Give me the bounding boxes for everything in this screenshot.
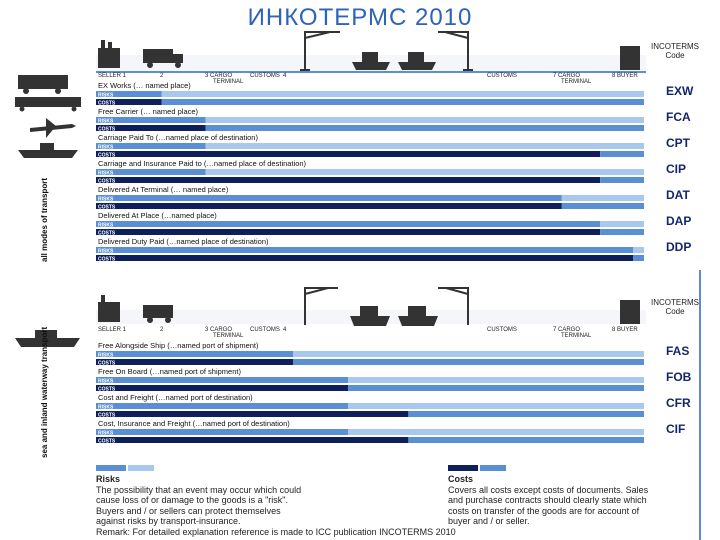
- risk-bar-buyer: [633, 247, 644, 253]
- cost-bar-seller: [96, 255, 633, 261]
- header-label: TERMINAL: [561, 333, 592, 339]
- header-label: 8 BUYER: [612, 73, 638, 79]
- header-label: 8 BUYER: [612, 327, 638, 333]
- incoterm-code-fob: FOB: [666, 370, 692, 384]
- header-label: 2: [160, 73, 164, 79]
- costs-label: COSTS: [98, 178, 116, 185]
- risks-label: RISKS: [98, 430, 114, 437]
- header-label: TERMINAL: [213, 79, 244, 85]
- risk-bar-buyer: [562, 195, 644, 201]
- costs-label: COSTS: [98, 412, 116, 419]
- bottom-term-bars: [96, 341, 644, 444]
- header-label: 3 CARGO: [205, 327, 233, 333]
- top-term-bars: [96, 81, 644, 262]
- risk-bar-seller: [96, 195, 562, 201]
- risks-label: RISKS: [98, 352, 114, 359]
- term-name: Delivered Duty Paid (…named place of destination): [98, 237, 269, 246]
- cost-bar-seller: [96, 151, 600, 157]
- incoterm-code-dat: DAT: [666, 188, 690, 202]
- incoterm-code-cip: CIP: [666, 162, 687, 176]
- risks-label: RISKS: [98, 144, 114, 151]
- transport-icons-top: [15, 75, 81, 158]
- incoterm-code-dap: DAP: [666, 214, 692, 228]
- cost-bar-buyer: [408, 437, 644, 443]
- risks-label: RISKS: [98, 248, 114, 255]
- header-label: 4: [283, 73, 287, 79]
- risk-bar-seller: [96, 351, 293, 357]
- cost-bar-buyer: [348, 385, 644, 391]
- top-header-illustration: [96, 32, 646, 73]
- cost-bar-buyer: [206, 125, 644, 131]
- header-label: CUSTOMS: [487, 73, 517, 79]
- cost-bar-buyer: [600, 229, 644, 235]
- risks-label: RISKS: [98, 378, 114, 385]
- risk-bar-buyer: [206, 143, 644, 149]
- risks-label: RISKS: [98, 196, 114, 203]
- legend-risks-text: The possibility that an event may occur which could cause loss of or damage to the goods is a "risk". Buyers and / or sellers can protect themselves against risks by transport-insurance.: [96, 484, 302, 526]
- risks-label: RISKS: [98, 404, 114, 411]
- cost-bar-buyer: [562, 203, 644, 209]
- risk-bar-seller: [96, 247, 633, 253]
- cost-bar-seller: [96, 385, 348, 391]
- header-label: CUSTOMS: [487, 327, 517, 333]
- header-label: TERMINAL: [213, 333, 244, 339]
- header-label: 4: [283, 327, 287, 333]
- costs-label: COSTS: [98, 230, 116, 237]
- cost-bar-buyer: [600, 177, 644, 183]
- legend-risks: [96, 474, 311, 527]
- term-name: EX Works (… named place): [98, 81, 191, 90]
- term-name: Carriage Paid To (…named place of destination): [98, 133, 258, 142]
- risk-bar-buyer: [206, 117, 644, 123]
- costs-label: COSTS: [98, 256, 116, 263]
- risk-bar-buyer: [293, 351, 644, 357]
- cost-bar-seller: [96, 411, 408, 417]
- airplane-icon: [30, 118, 76, 138]
- risks-label: RISKS: [98, 118, 114, 125]
- term-name: Cost and Freight (…named port of destination): [98, 393, 253, 402]
- legend-risk-swatch: [96, 465, 154, 471]
- incoterm-code-cfr: CFR: [666, 396, 691, 410]
- term-name: Delivered At Place (…named place): [98, 211, 217, 220]
- term-name: Cost, Insurance and Freight (…named port of destination): [98, 419, 290, 428]
- costs-label: COSTS: [98, 100, 116, 107]
- risk-bar-buyer: [162, 91, 644, 97]
- incoterms-code-label-bottom: INCOTERMS Code: [651, 298, 699, 316]
- building-icon: [620, 46, 640, 70]
- term-name: Carriage and Insurance Paid to (…named place of destination): [98, 159, 307, 168]
- term-name: Free Alongside Ship (…named port of shipment): [98, 341, 259, 350]
- cost-bar-seller: [96, 229, 600, 235]
- risks-label: RISKS: [98, 222, 114, 229]
- header-label: TERMINAL: [561, 79, 592, 85]
- ship-small-icon: [18, 143, 78, 158]
- risk-bar-buyer: [348, 429, 644, 435]
- term-name: Free On Board (…named port of shipment): [98, 367, 241, 376]
- legend-cost-swatch: [448, 465, 506, 471]
- risks-label: RISKS: [98, 170, 114, 177]
- header-label: 7 CARGO: [553, 73, 581, 79]
- header-label: SELLER 1: [98, 327, 127, 333]
- side-label-bottom: sea and inland waterway transport: [40, 326, 49, 458]
- remark: Remark: For detailed explanation reference is made to ICC publication INCOTERMS 2010: [96, 527, 456, 537]
- costs-label: COSTS: [98, 386, 116, 393]
- incoterm-code-fas: FAS: [666, 344, 690, 358]
- header-label: CUSTOMS: [250, 327, 280, 333]
- header-label: SELLER 1: [98, 73, 127, 79]
- term-name: Delivered At Terminal (… named place): [98, 185, 229, 194]
- incoterm-code-cif: CIF: [666, 422, 686, 436]
- header-label: 2: [160, 327, 164, 333]
- factory-icon-bottom: [98, 295, 120, 322]
- cost-bar-buyer: [162, 99, 644, 105]
- risk-bar-buyer: [348, 377, 644, 383]
- page-title: ИНКОТЕРМС 2010: [247, 4, 473, 31]
- cost-bar-seller: [96, 177, 600, 183]
- costs-label: COSTS: [98, 438, 116, 445]
- risk-bar-seller: [96, 403, 348, 409]
- risk-bar-buyer: [206, 169, 644, 175]
- cost-bar-buyer: [293, 359, 644, 365]
- cost-bar-buyer: [408, 411, 644, 417]
- cost-bar-seller: [96, 437, 408, 443]
- incoterms-code-label-top: INCOTERMS Code: [651, 42, 699, 60]
- incoterm-code-cpt: CPT: [666, 136, 690, 150]
- bottom-header-labels: [98, 327, 638, 339]
- risk-bar-buyer: [600, 221, 644, 227]
- header-label: 3 CARGO: [205, 73, 233, 79]
- cost-bar-buyer: [600, 151, 644, 157]
- header-label: 7 CARGO: [553, 327, 581, 333]
- risks-label: RISKS: [98, 92, 114, 99]
- risk-bar-seller: [96, 377, 348, 383]
- incoterm-code-ddp: DDP: [666, 240, 692, 254]
- cost-bar-buyer: [633, 255, 644, 261]
- header-label: CUSTOMS: [250, 73, 280, 79]
- side-label-top: all modes of transport: [40, 177, 49, 262]
- cost-bar-seller: [96, 203, 562, 209]
- cost-bar-seller: [96, 359, 293, 365]
- costs-label: COSTS: [98, 152, 116, 159]
- building-icon-bottom: [620, 300, 640, 324]
- costs-label: COSTS: [98, 360, 116, 367]
- bottom-header-illustration: [96, 288, 646, 326]
- risk-bar-seller: [96, 429, 348, 435]
- legend-costs-title: Costs: [448, 474, 474, 484]
- risk-bar-buyer: [348, 403, 644, 409]
- costs-label: COSTS: [98, 126, 116, 133]
- legend-risks-title: Risks: [96, 474, 121, 484]
- legend-costs-text: Covers all costs except costs of documents. Sales and purchase contracts should clearly state which costs on transfer of the goods are for account of buyer and / or seller.: [448, 484, 649, 526]
- train-icon: [15, 97, 81, 112]
- lorry-icon: [18, 75, 68, 94]
- factory-icon: [98, 40, 120, 68]
- term-name: Free Carrier (… named place): [98, 107, 199, 116]
- risk-bar-seller: [96, 221, 600, 227]
- costs-label: COSTS: [98, 204, 116, 211]
- legend-costs: [448, 474, 653, 527]
- incoterm-code-exw: EXW: [666, 84, 694, 98]
- incoterm-code-fca: FCA: [666, 110, 691, 124]
